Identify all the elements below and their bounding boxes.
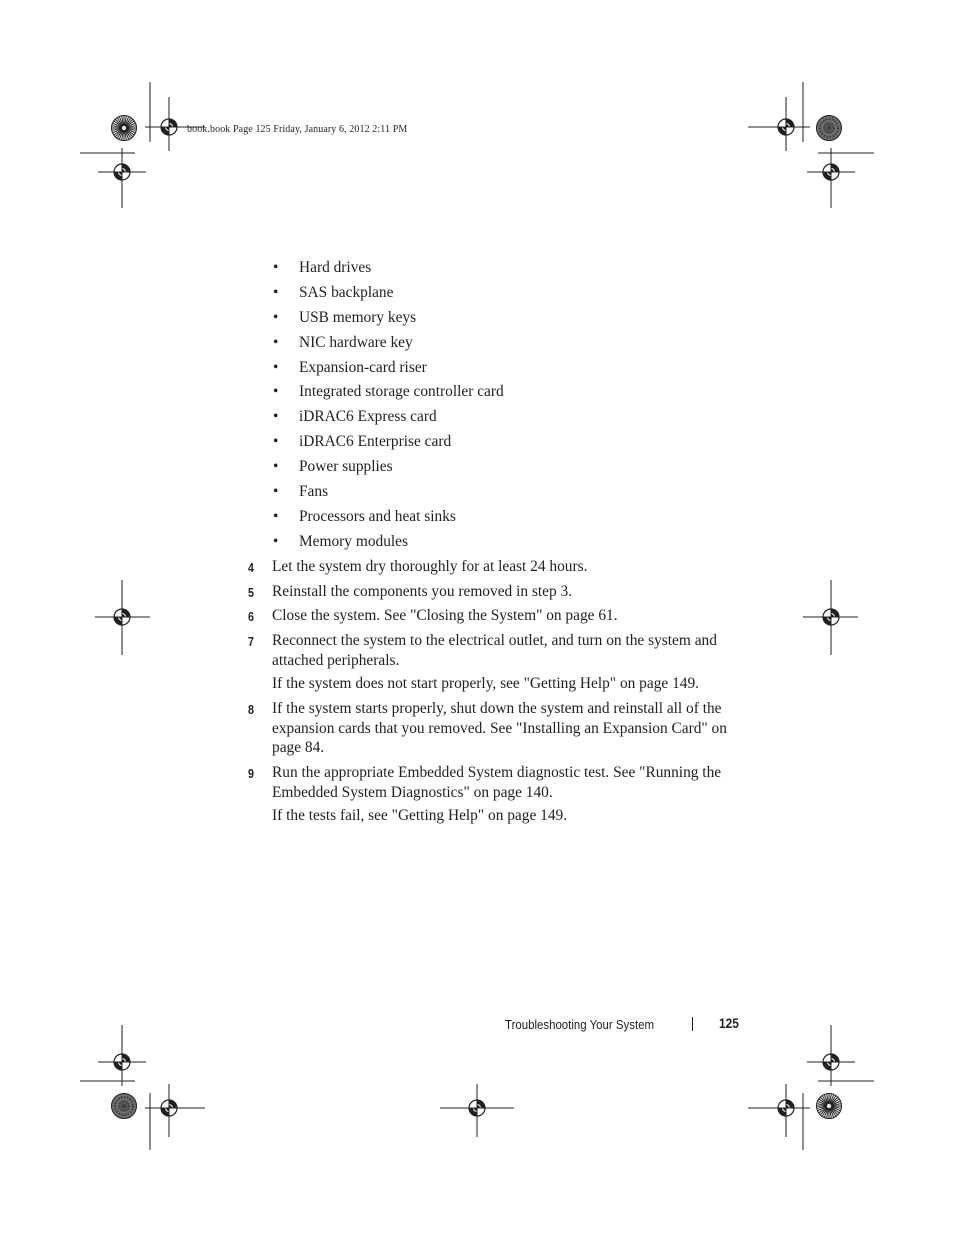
procedure-step	[240, 763, 740, 826]
step-number: 8	[248, 702, 254, 718]
bullet-icon: •	[273, 283, 279, 301]
print-slug: book.book Page 125 Friday, January 6, 2012 2:11 PM	[187, 124, 408, 135]
list-item-text: SAS backplane	[299, 283, 394, 301]
step-text: Reconnect the system to the electrical outlet, and turn on the system and attached peripherals.	[272, 632, 717, 669]
step-number: 4	[248, 559, 254, 575]
list-item	[240, 482, 740, 502]
bullet-icon: •	[273, 458, 279, 476]
main-content	[240, 258, 740, 831]
step-note: If the system does not start properly, see "Getting Help" on page 149.	[272, 675, 700, 693]
bullet-icon: •	[273, 483, 279, 501]
bullet-icon: •	[273, 308, 279, 326]
registration-mark-icon	[803, 580, 858, 655]
procedure-step	[240, 631, 740, 694]
step-number: 6	[248, 609, 254, 625]
list-item	[240, 258, 740, 278]
step-note: If the tests fail, see "Getting Help" on page 149.	[272, 807, 568, 825]
registration-mark-icon	[95, 580, 150, 655]
color-target-icon	[817, 116, 842, 141]
color-target-icon	[112, 1094, 137, 1119]
list-item-text: NIC hardware key	[299, 333, 413, 351]
step-text: If the system starts properly, shut down the system and reinstall all of the expansion cards that you removed. See "Installing an Expansion Card" on page 84.	[272, 700, 727, 757]
bullet-icon: •	[273, 383, 279, 401]
procedure-step	[240, 699, 740, 758]
procedure-step	[240, 557, 740, 577]
list-item	[240, 358, 740, 378]
procedure-step	[240, 606, 740, 626]
star-target-icon	[817, 1094, 842, 1119]
list-item-text: Expansion-card riser	[299, 358, 427, 376]
bullet-icon: •	[273, 358, 279, 376]
list-item-text: Integrated storage controller card	[299, 383, 504, 401]
list-item-text: iDRAC6 Enterprise card	[299, 433, 452, 451]
list-item	[240, 407, 740, 427]
bullet-icon: •	[273, 259, 279, 276]
list-item	[240, 507, 740, 527]
star-target-icon	[112, 116, 137, 141]
footer-divider	[692, 1017, 693, 1031]
step-text: Close the system. See "Closing the System" on page 61.	[272, 607, 618, 625]
bullet-icon: •	[273, 532, 279, 550]
footer-section-title: Troubleshooting Your System	[505, 1017, 655, 1032]
step-text: Reinstall the components you removed in step 3.	[272, 582, 573, 600]
component-list	[240, 258, 740, 551]
list-item-text: Hard drives	[299, 259, 372, 276]
list-item	[240, 283, 740, 303]
list-item-text: Fans	[299, 483, 329, 501]
procedure-step	[240, 582, 740, 602]
step-number: 9	[248, 766, 254, 782]
bullet-icon: •	[273, 507, 279, 525]
step-text: Run the appropriate Embedded System diagnostic test. See "Running the Embedded System Diagnostics" on page 140.	[272, 764, 722, 801]
list-item	[240, 333, 740, 353]
step-number: 5	[248, 584, 254, 600]
page-number: 125	[719, 1015, 739, 1031]
procedure-steps	[240, 557, 740, 826]
bullet-icon: •	[273, 333, 279, 351]
list-item-text: Processors and heat sinks	[299, 507, 456, 525]
list-item-text: Memory modules	[299, 532, 409, 550]
list-item	[240, 308, 740, 328]
step-number: 7	[248, 634, 254, 650]
list-item	[240, 457, 740, 477]
step-text: Let the system dry thoroughly for at least 24 hours.	[272, 557, 588, 575]
list-item-text: USB memory keys	[299, 308, 417, 326]
list-item	[240, 432, 740, 452]
list-item-text: iDRAC6 Express card	[299, 408, 437, 426]
list-item-text: Power supplies	[299, 458, 393, 476]
bullet-icon: •	[273, 408, 279, 426]
list-item	[240, 382, 740, 402]
bullet-icon: •	[273, 433, 279, 451]
list-item	[240, 532, 740, 552]
